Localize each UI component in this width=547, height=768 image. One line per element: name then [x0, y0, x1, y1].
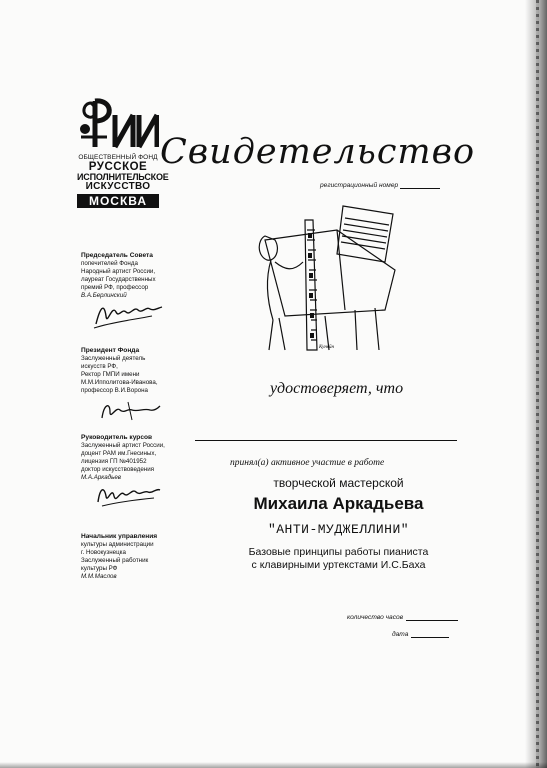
registration-label: регистрационный номер — [320, 182, 399, 189]
president-line: Заслуженный деятель — [81, 355, 146, 362]
certificate-title: Свидетельство — [160, 132, 476, 172]
logo-city: МОСКВА — [77, 194, 159, 208]
president-line: Ректор ГМПИ имени — [81, 371, 140, 378]
culture-head-line: Начальник управления — [81, 533, 158, 540]
workshop-text: творческой мастерской — [273, 476, 404, 490]
course-head-line: доктор искусствоведения — [81, 466, 155, 473]
scan-shadow-line — [536, 0, 539, 768]
course-head-block — [81, 434, 211, 482]
chairman-line: лауреат Государственных — [81, 276, 156, 283]
president-line: М.М.Ипполитова-Иванова, — [81, 379, 158, 386]
president-role: Президент Фонда — [81, 347, 140, 354]
logo-line-1: РУССКОЕ — [88, 160, 148, 173]
logo-line-2: ИСПОЛНИТЕЛЬСКОЕ — [77, 172, 169, 182]
chairman-role: Председатель Совета — [81, 252, 153, 259]
chairman-line: Народный артист России, — [81, 268, 156, 275]
hours-blank — [406, 620, 458, 621]
date-field — [392, 631, 449, 638]
illustration-signature: Кунейн — [319, 345, 335, 350]
logo-line-3: ИСКУССТВО — [85, 181, 151, 192]
course-head-line: Заслуженный артист России, — [81, 442, 165, 449]
date-label: дата — [392, 631, 409, 638]
course-head-role: Руководитель курсов — [81, 434, 153, 441]
hours-field — [347, 614, 458, 621]
course-subtitle — [0, 546, 547, 572]
chairman-signature-icon — [92, 298, 164, 330]
participation-text: принял(а) активное участие в работе — [230, 458, 385, 468]
registration-number — [320, 182, 440, 189]
course-head-line: доцент РАМ им.Гнесиных, — [81, 450, 157, 457]
rii-monogram-icon — [77, 95, 159, 155]
certifies-text: удостоверяет, что — [270, 380, 404, 397]
registration-blank — [400, 188, 440, 189]
chairman-line: попечителей Фонда — [81, 260, 138, 267]
president-name: профессор В.И.Ворона — [81, 387, 148, 394]
chairman-block — [81, 252, 211, 300]
president-block — [81, 347, 211, 395]
course-head-line: лицензия ГП №401952 — [81, 458, 147, 465]
course-head-name: М.А.Аркадьев — [81, 474, 121, 481]
course-subtitle-line-1: Базовые принципы работы пианиста — [248, 546, 429, 558]
culture-head-line: г. Новокузнецка — [81, 549, 126, 556]
scan-bottom-shadow — [0, 762, 547, 768]
culture-head-line: культуры РФ — [81, 565, 118, 572]
culture-head-line: культуры администрации — [81, 541, 154, 548]
chairman-name: В.А.Берлинский — [81, 292, 127, 299]
hours-label: количество часов — [347, 614, 404, 621]
president-line: искусств РФ, — [81, 363, 118, 370]
culture-head-line: Заслуженный работник — [81, 557, 149, 564]
recipient-name-line — [195, 440, 457, 441]
chairman-line: премий РФ, профессор — [81, 284, 149, 291]
course-subtitle-line-2: с клавирными уртекстами И.С.Баха — [251, 559, 426, 571]
date-blank — [411, 637, 449, 638]
president-signature-icon — [98, 398, 162, 424]
piano-illustration-icon — [245, 200, 405, 360]
course-title: "АНТИ-МУДЖЕЛЛИНИ" — [267, 522, 410, 537]
workshop-owner: Михаила Аркадьева — [253, 494, 424, 513]
logo-fund-label: ОБЩЕСТВЕННЫЙ ФОНД — [78, 154, 158, 161]
culture-head-name: М.М.Маслов — [81, 573, 117, 580]
